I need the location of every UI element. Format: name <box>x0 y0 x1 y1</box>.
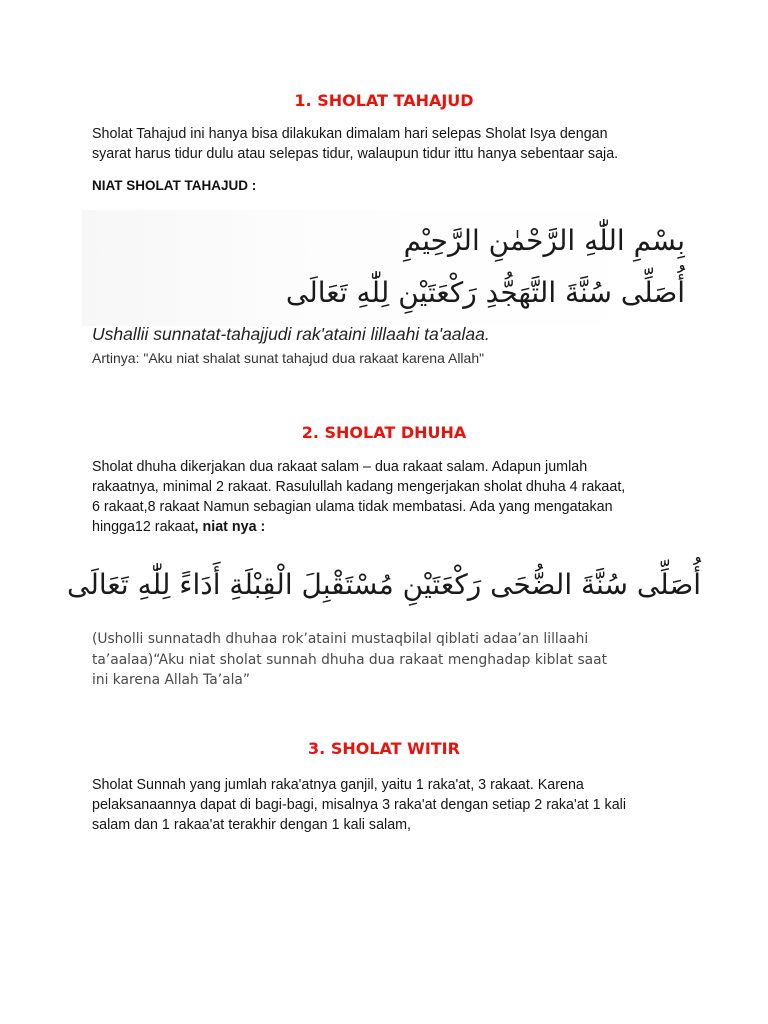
text-line: Sholat dhuha dikerjakan dua rakaat salam – dua rakaat salam. Adapun jumlah <box>92 459 588 475</box>
dhuha-heading: 2. SHOLAT DHUHA <box>301 423 467 442</box>
arabic-calligraphy-image <box>82 210 685 326</box>
text-fragment: hingga12 rakaat <box>92 519 195 535</box>
text-line: (Usholli sunnatadh dhuhaa rok’ataini mustaqbilal qiblati adaa’an lillaahi <box>92 631 589 647</box>
dhuha-description <box>92 457 692 537</box>
niat-dhuha-arabic: أُصَلِّى سُنَّةَ الضُّحَى رَكْعَتَيْنِ مُسْتَقْبِلَ الْقِبْلَةِ أَدَاءً لِلّٰهِ تَعَالَى <box>66 568 702 601</box>
text-line: salam dan 1 rakaa'at terakhir dengan 1 kali salam, <box>92 817 412 833</box>
text-line <box>92 517 692 537</box>
text-line: ta’aalaa)“Aku niat sholat sunnah dhuha dua rakaat menghadap kiblat saat <box>92 651 607 668</box>
niat-dhuha-translation <box>92 629 692 691</box>
text-line: 6 rakaat,8 rakaat Namun sebagian ulama tidak membatasi. Ada yang mengatakan <box>92 499 613 515</box>
text-line: pelaksanaannya dapat di bagi-bagi, misalnya 3 raka'at dengan setiap 2 raka'at 1 kali <box>92 797 627 813</box>
niat-tahajud-meaning: Artinya: "Aku niat shalat sunat tahajud dua rakaat karena Allah" <box>92 350 485 366</box>
witir-heading: 3. SHOLAT WITIR <box>308 739 460 758</box>
tahajud-description <box>92 124 692 164</box>
niat-tahajud-label: NIAT SHOLAT TAHAJUD : <box>92 178 257 193</box>
niat-tahajud-latin: Ushallii sunnatat-tahajjudi rak'ataini lillaahi ta'aalaa. <box>92 324 490 344</box>
tahajud-heading: 1. SHOLAT TAHAJUD <box>294 91 474 110</box>
text-line: syarat harus tidur dulu atau selepas tidur, walaupun tidur ittu hanya sebentaar saja. <box>92 146 619 162</box>
text-line: Sholat Tahajud ini hanya bisa dilakukan dimalam hari selepas Sholat Isya dengan <box>92 126 608 142</box>
witir-description <box>92 775 692 835</box>
text-line: ini karena Allah Ta’ala” <box>92 672 251 688</box>
niat-tahajud-arabic: أُصَلِّى سُنَّةَ التَّهَجُّدِ رَكْعَتَيْنِ لِلّٰهِ تَعَالَى <box>285 276 685 309</box>
text-line: Sholat Sunnah yang jumlah raka'atnya ganjil, yaitu 1 raka'at, 3 rakaat. Karena <box>92 777 584 793</box>
niat-nya-label: , niat nya : <box>194 519 266 535</box>
basmalah-arabic: بِسْمِ اللّٰهِ الرَّحْمٰنِ الرَّحِيْمِ <box>403 224 685 257</box>
text-line: rakaatnya, minimal 2 rakaat. Rasulullah kadang mengerjakan sholat dhuha 4 rakaat, <box>92 479 626 495</box>
